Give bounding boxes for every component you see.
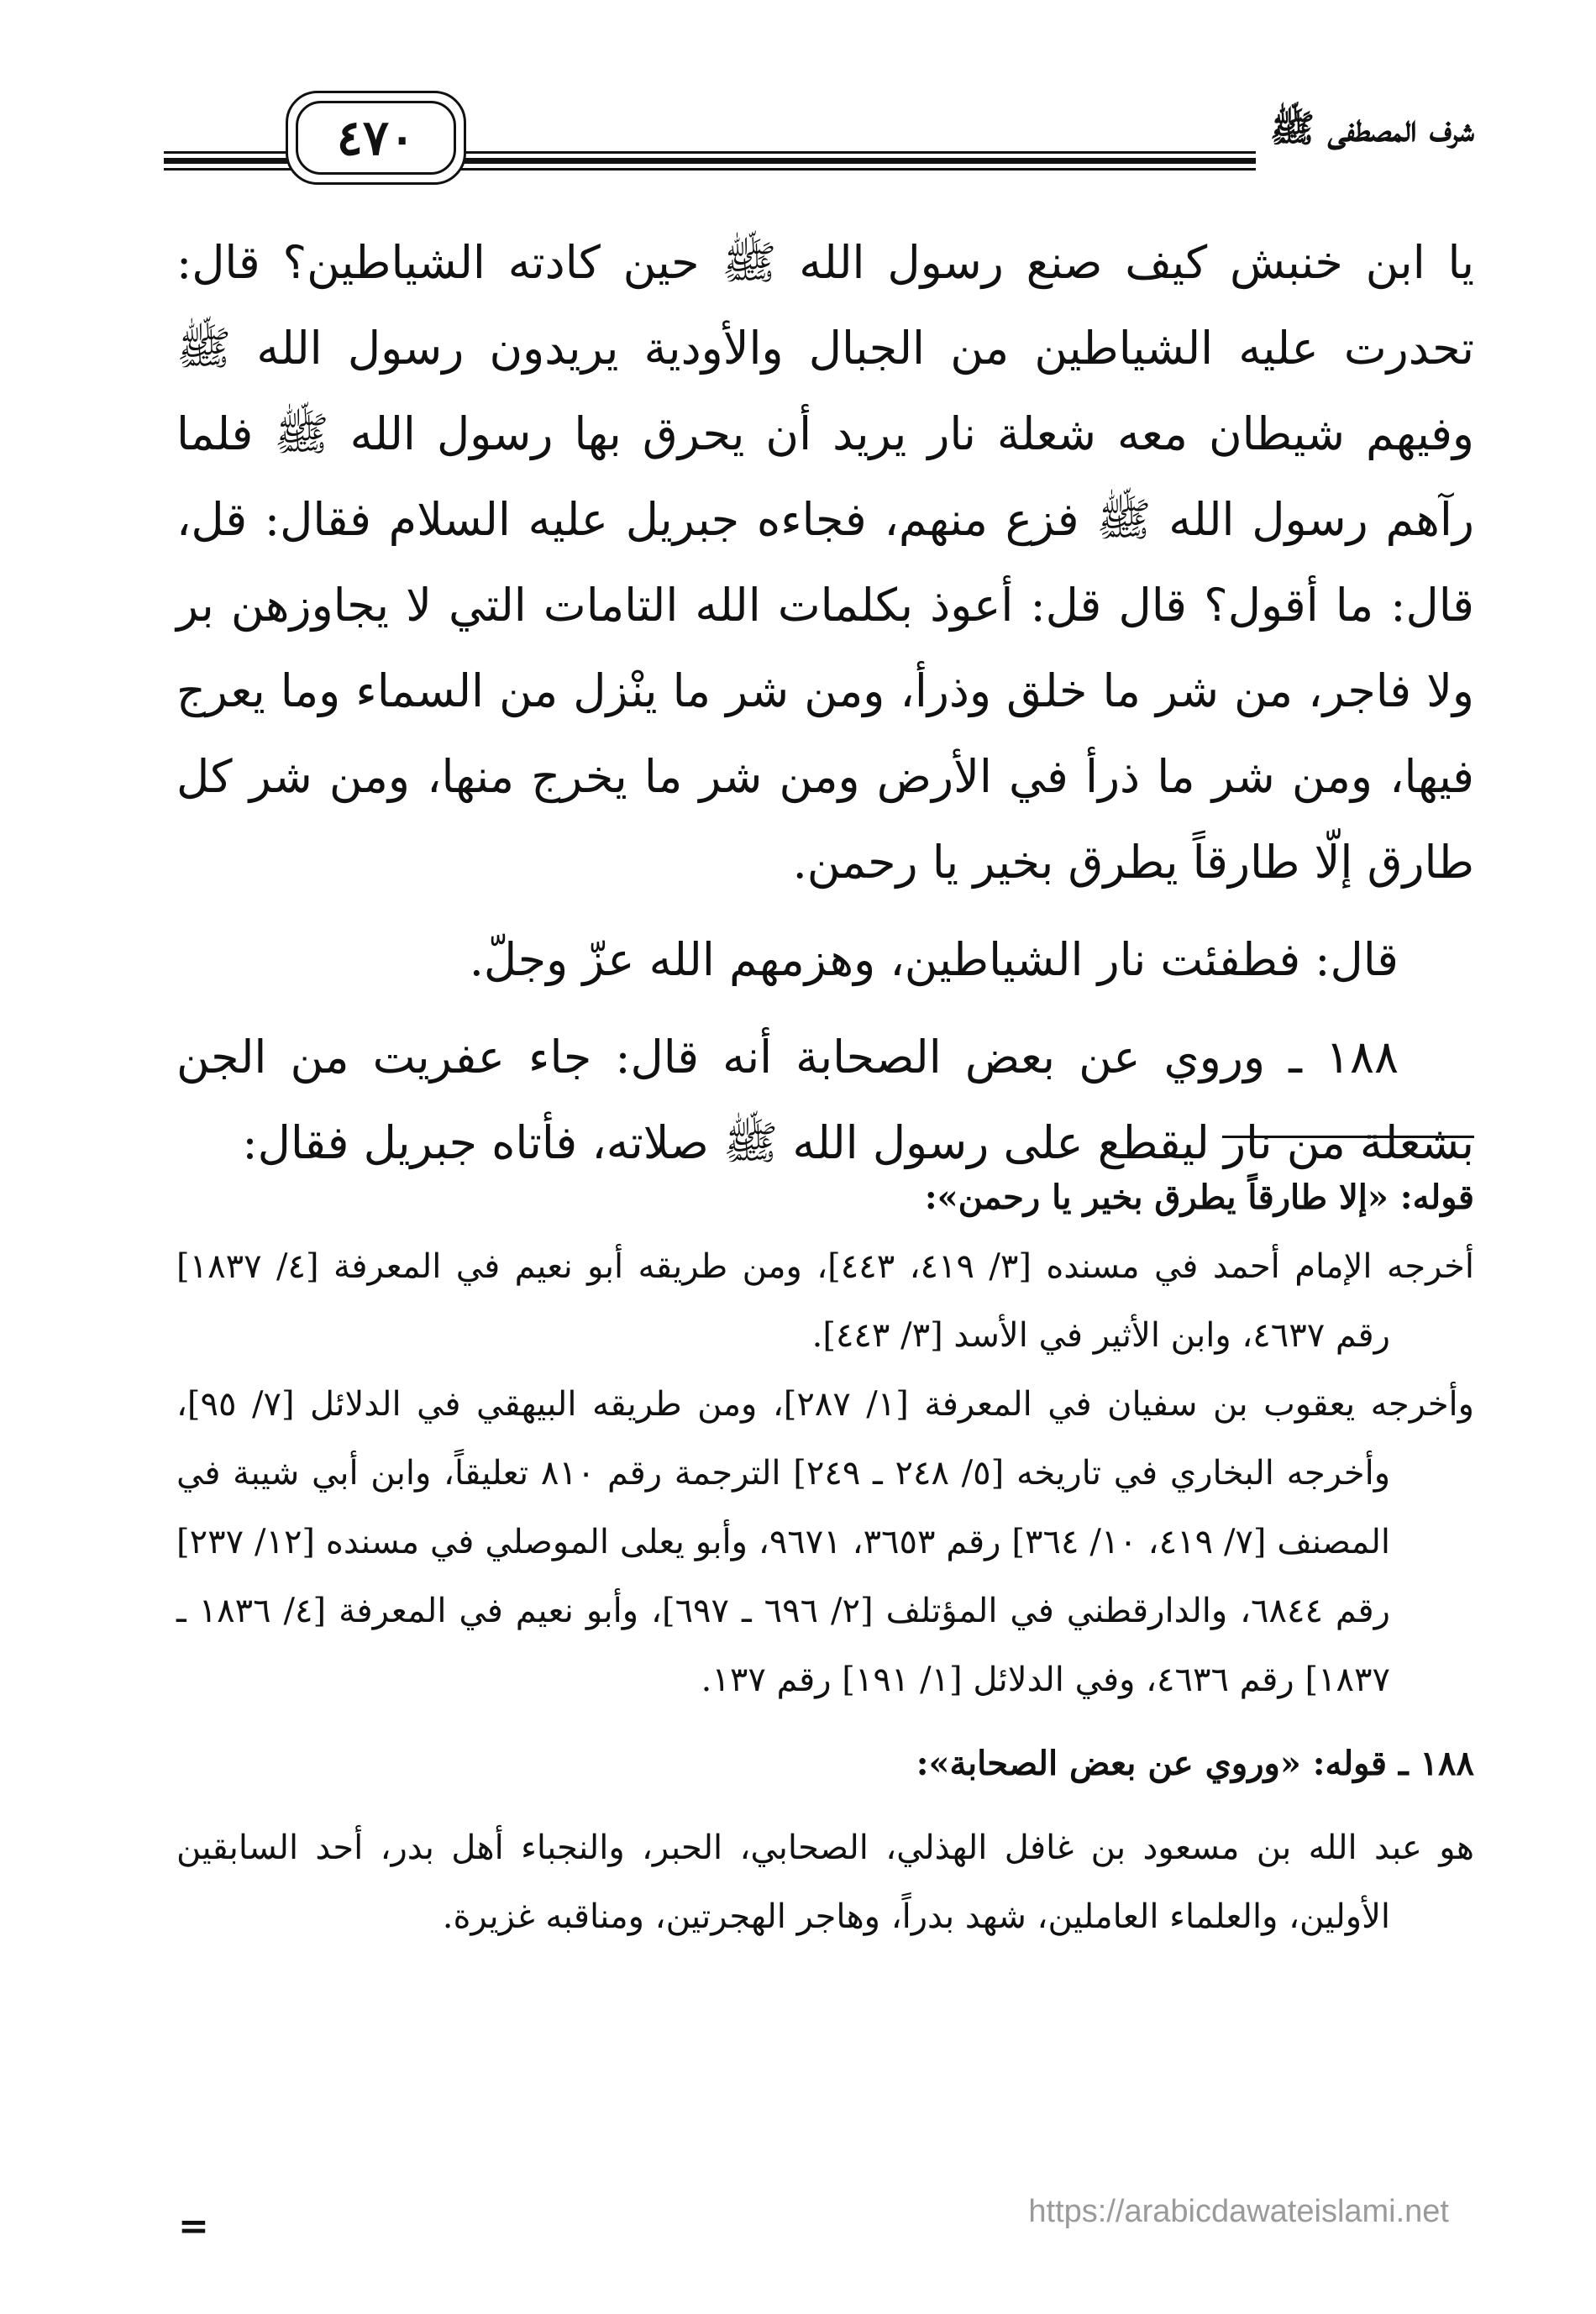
running-title: شرف المصطفى ﷺ [1269, 108, 1474, 150]
main-paragraph: قال: فطفئت نار الشياطين، وهزمهم الله عزّ وجلّ. [469, 933, 1399, 986]
footnote-separator [1222, 1136, 1474, 1138]
footnote-heading: ١٨٨ ـ قوله: «وروي عن بعض الصحابة»: [916, 1744, 1474, 1783]
page-header [164, 91, 1474, 192]
continuation-mark: = [178, 2205, 209, 2248]
footnote-text: وأخرجه يعقوب بن سفيان في المعرفة [١/ ٢٨٧]، ومن طريقه البيهقي في الدلائل [٧/ ٩٥]، وأخرجه البخاري في تاريخه [٥/ ٢٤٨ ـ ٢٤٩] الترجمة رقم ٨١٠ تعليقاً، وابن أبي شيبة في المصنف [٧/ ٤١٩، ١٠/ ٣٦٤] رقم ٣٦٥٣، ٩٦٧١، وأبو يعلى الموصلي في مسنده [١٢/ ٢٣٧] رقم ٦٨٤٤، والدارقطني في المؤتلف [٢/ ٦٩٦ ـ ٦٩٧]، وأبو نعيم في المعرفة [٤/ ١٨٣٦ ـ ١٨٣٧] رقم ٤٦٣٦، وفي الدلائل [١/ ١٩١] رقم ١٣٧. [176, 1385, 1474, 1699]
main-paragraph: يا ابن خنبش كيف صنع رسول الله ﷺ حين كادته الشياطين؟ قال: تحدرت عليه الشياطين من الجبال والأودية يريدون رسول الله ﷺ وفيهم شيطان معه شعلة نار يريد أن يحرق بها رسول الله ﷺ فلما رآهم رسول الله ﷺ فزع منهم، فجاءه جبريل عليه السلام فقال: قل، قال: ما أقول؟ قال قل: أعوذ بكلمات الله التامات التي لا يجاوزهن بر ولا فاجر، من شر ما خلق وذرأ، ومن شر ما ينْزل من السماء وما يعرج فيها، ومن شر ما ذرأ في الأرض ومن شر ما يخرج منها، ومن شر كل طارق إلّا طارقاً يطرق بخير يا رحمن. [176, 236, 1474, 889]
footnote-text: هو عبد الله بن مسعود بن غافل الهذلي، الصحابي، الحبر، والنجباء أهل بدر، أحد السابقين الأولين، والعلماء العاملين، شهد بدراً، وهاجر الهجرتين، ومناقبه غزيرة. [176, 1829, 1474, 1936]
main-text [176, 220, 1474, 1186]
footnotes [176, 1163, 1474, 1951]
footnote-heading: قوله: «إلا طارقاً يطرق بخير يا رحمن»: [924, 1178, 1474, 1217]
main-paragraph-numbered: ١٨٨ ـ وروي عن بعض الصحابة أنه قال: جاء عفريت من الجن بشعلة من نار ليقطع على رسول الله ﷺ صلاته، فأتاه جبريل فقال: [176, 1031, 1474, 1169]
footnote-text: أخرجه الإمام أحمد في مسنده [٣/ ٤١٩، ٤٤٣]، ومن طريقه أبو نعيم في المعرفة [٤/ ١٨٣٧] رقم ٤٦٣٧، وابن الأثير في الأسد [٣/ ٤٤٣]. [176, 1247, 1475, 1355]
page-number: ٤٧٠ [296, 101, 456, 175]
watermark-url: https://arabicdawateislami.net [1028, 2194, 1449, 2229]
page-number-frame [286, 91, 466, 185]
